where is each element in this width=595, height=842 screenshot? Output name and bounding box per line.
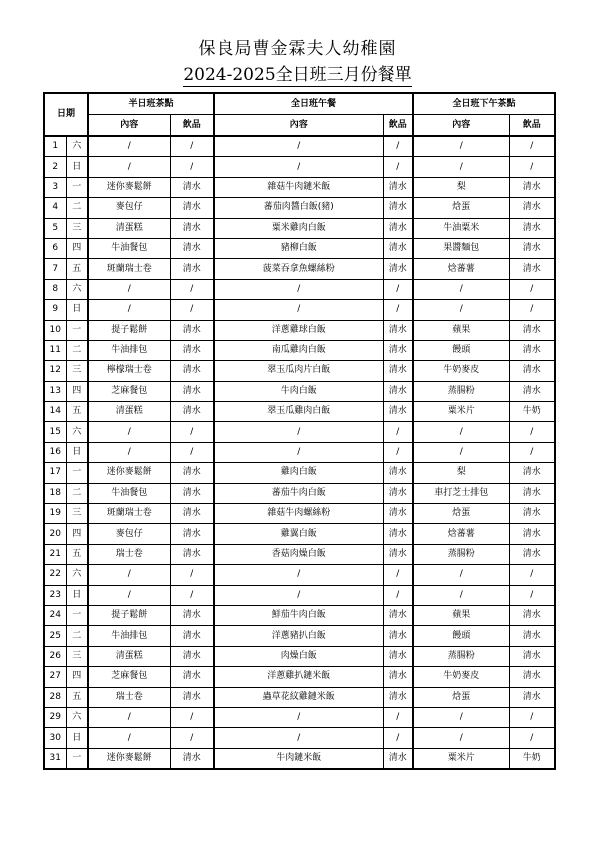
am-snack-cell: 牛油排包	[88, 626, 170, 646]
pm-snack-cell: 牛油粟米	[413, 218, 509, 238]
weekday-cell: 六	[66, 422, 88, 442]
weekday-cell: 一	[66, 748, 88, 769]
lunch-cell: /	[214, 422, 383, 442]
pm-snack-cell: 車打芝士排包	[413, 483, 509, 503]
am-snack-cell: 芝麻餐包	[88, 667, 170, 687]
table-row	[44, 361, 555, 381]
table-row	[44, 157, 555, 177]
lunch-drink-cell: /	[383, 300, 413, 320]
weekday-cell: 三	[66, 361, 88, 381]
day-cell: 16	[44, 442, 66, 462]
am-snack-cell: 牛油餐包	[88, 483, 170, 503]
pm-drink-cell: /	[509, 565, 555, 585]
day-cell: 1	[44, 136, 66, 157]
lunch-cell: 洋蔥雞扒鏈米飯	[214, 667, 383, 687]
pm-snack-cell: 蒸腸粉	[413, 381, 509, 401]
day-cell: 7	[44, 259, 66, 279]
pm-snack-cell: 粟米片	[413, 402, 509, 422]
weekday-cell: 日	[66, 300, 88, 320]
am-drink-cell: /	[170, 300, 214, 320]
am-drink-cell: 清水	[170, 361, 214, 381]
table-row	[44, 646, 555, 666]
pm-snack-cell: 焓蕃薯	[413, 259, 509, 279]
pm-snack-cell: 焓蛋	[413, 687, 509, 707]
header-am-drink: 飲品	[170, 115, 214, 137]
day-cell: 24	[44, 605, 66, 625]
lunch-cell: /	[214, 442, 383, 462]
weekday-cell: 五	[66, 544, 88, 564]
day-cell: 3	[44, 177, 66, 197]
am-drink-cell: 清水	[170, 177, 214, 197]
table-row	[44, 259, 555, 279]
lunch-drink-cell: 清水	[383, 218, 413, 238]
pm-drink-cell: 清水	[509, 504, 555, 524]
lunch-drink-cell: 清水	[383, 483, 413, 503]
pm-snack-cell: 蘋果	[413, 605, 509, 625]
pm-snack-cell: /	[413, 728, 509, 748]
lunch-drink-cell: /	[383, 565, 413, 585]
day-cell: 8	[44, 279, 66, 299]
table-row	[44, 381, 555, 401]
weekday-cell: 三	[66, 504, 88, 524]
lunch-cell: 鮮茄牛肉白飯	[214, 605, 383, 625]
am-drink-cell: /	[170, 442, 214, 462]
header-lunch-content: 內容	[214, 115, 383, 137]
pm-drink-cell: 清水	[509, 646, 555, 666]
am-snack-cell: 檸檬瑞士卷	[88, 361, 170, 381]
day-cell: 29	[44, 707, 66, 727]
day-cell: 12	[44, 361, 66, 381]
lunch-drink-cell: 清水	[383, 238, 413, 258]
lunch-drink-cell: 清水	[383, 504, 413, 524]
am-snack-cell: 芝麻餐包	[88, 381, 170, 401]
menu-title	[0, 60, 595, 85]
pm-drink-cell: /	[509, 279, 555, 299]
pm-snack-cell: /	[413, 422, 509, 442]
pm-drink-cell: /	[509, 707, 555, 727]
pm-snack-cell: /	[413, 442, 509, 462]
lunch-cell: 肉燥白飯	[214, 646, 383, 666]
pm-snack-cell: /	[413, 157, 509, 177]
pm-snack-cell: 蘋果	[413, 320, 509, 340]
menu-body	[44, 136, 555, 769]
weekday-cell: 四	[66, 667, 88, 687]
am-drink-cell: 清水	[170, 340, 214, 360]
pm-drink-cell: /	[509, 300, 555, 320]
lunch-drink-cell: 清水	[383, 646, 413, 666]
lunch-cell: /	[214, 585, 383, 605]
am-drink-cell: 清水	[170, 504, 214, 524]
am-drink-cell: 清水	[170, 320, 214, 340]
am-snack-cell: /	[88, 422, 170, 442]
pm-drink-cell: 清水	[509, 361, 555, 381]
lunch-cell: 牛肉鏈米飯	[214, 748, 383, 769]
day-cell: 28	[44, 687, 66, 707]
lunch-drink-cell: /	[383, 707, 413, 727]
pm-drink-cell: 清水	[509, 687, 555, 707]
pm-drink-cell: /	[509, 157, 555, 177]
table-row	[44, 177, 555, 197]
am-drink-cell: /	[170, 157, 214, 177]
pm-drink-cell: /	[509, 585, 555, 605]
am-drink-cell: 清水	[170, 402, 214, 422]
lunch-drink-cell: 清水	[383, 748, 413, 769]
day-cell: 19	[44, 504, 66, 524]
header-am-content: 內容	[88, 115, 170, 137]
pm-snack-cell: 梨	[413, 177, 509, 197]
pm-drink-cell: 清水	[509, 463, 555, 483]
am-drink-cell: 清水	[170, 483, 214, 503]
am-drink-cell: 清水	[170, 381, 214, 401]
lunch-drink-cell: 清水	[383, 340, 413, 360]
pm-drink-cell: 清水	[509, 320, 555, 340]
weekday-cell: 六	[66, 565, 88, 585]
header-pm-drink: 飲品	[509, 115, 555, 137]
weekday-cell: 四	[66, 524, 88, 544]
day-cell: 5	[44, 218, 66, 238]
weekday-cell: 六	[66, 136, 88, 157]
pm-drink-cell: 清水	[509, 238, 555, 258]
am-snack-cell: /	[88, 442, 170, 462]
table-row	[44, 707, 555, 727]
day-cell: 10	[44, 320, 66, 340]
weekday-cell: 四	[66, 381, 88, 401]
day-cell: 23	[44, 585, 66, 605]
am-snack-cell: 提子鬆餅	[88, 320, 170, 340]
weekday-cell: 日	[66, 157, 88, 177]
lunch-cell: /	[214, 707, 383, 727]
am-drink-cell: 清水	[170, 238, 214, 258]
lunch-drink-cell: /	[383, 136, 413, 157]
lunch-drink-cell: 清水	[383, 463, 413, 483]
pm-drink-cell: 清水	[509, 524, 555, 544]
lunch-drink-cell: 清水	[383, 198, 413, 218]
table-row	[44, 524, 555, 544]
lunch-cell: 雞肉白飯	[214, 463, 383, 483]
lunch-cell: 翠玉瓜肉片白飯	[214, 361, 383, 381]
day-cell: 2	[44, 157, 66, 177]
pm-drink-cell: 清水	[509, 340, 555, 360]
am-snack-cell: 斑蘭瑞士卷	[88, 259, 170, 279]
day-cell: 27	[44, 667, 66, 687]
day-cell: 6	[44, 238, 66, 258]
pm-snack-cell: 梨	[413, 463, 509, 483]
am-snack-cell: 提子鬆餅	[88, 605, 170, 625]
lunch-cell: 豬柳白飯	[214, 238, 383, 258]
lunch-drink-cell: /	[383, 728, 413, 748]
day-cell: 26	[44, 646, 66, 666]
lunch-drink-cell: 清水	[383, 320, 413, 340]
table-row	[44, 218, 555, 238]
lunch-drink-cell: 清水	[383, 402, 413, 422]
day-cell: 11	[44, 340, 66, 360]
pm-drink-cell: /	[509, 442, 555, 462]
am-snack-cell: 麥包仔	[88, 198, 170, 218]
table-row	[44, 483, 555, 503]
am-drink-cell: /	[170, 585, 214, 605]
am-snack-cell: 迷你麥鬆餅	[88, 177, 170, 197]
lunch-cell: 蟲草花紋雞鏈米飯	[214, 687, 383, 707]
day-cell: 25	[44, 626, 66, 646]
pm-snack-cell: 粟米片	[413, 748, 509, 769]
am-snack-cell: 迷你麥鬆餅	[88, 463, 170, 483]
lunch-drink-cell: /	[383, 585, 413, 605]
table-row	[44, 320, 555, 340]
table-row	[44, 463, 555, 483]
am-drink-cell: 清水	[170, 687, 214, 707]
am-drink-cell: 清水	[170, 524, 214, 544]
pm-snack-cell: /	[413, 136, 509, 157]
lunch-drink-cell: 清水	[383, 259, 413, 279]
pm-snack-cell: /	[413, 585, 509, 605]
am-snack-cell: 麥包仔	[88, 524, 170, 544]
day-cell: 14	[44, 402, 66, 422]
weekday-cell: 三	[66, 218, 88, 238]
day-cell: 18	[44, 483, 66, 503]
pm-drink-cell: /	[509, 136, 555, 157]
table-row	[44, 667, 555, 687]
am-snack-cell: /	[88, 279, 170, 299]
am-drink-cell: /	[170, 565, 214, 585]
lunch-cell: 蕃茄肉醬白飯(豬)	[214, 198, 383, 218]
pm-drink-cell: 清水	[509, 218, 555, 238]
weekday-cell: 日	[66, 442, 88, 462]
day-cell: 17	[44, 463, 66, 483]
pm-snack-cell: /	[413, 300, 509, 320]
lunch-drink-cell: /	[383, 442, 413, 462]
school-name: 保良局曹金霖夫人幼稚園	[198, 39, 397, 59]
am-snack-cell: 牛油餐包	[88, 238, 170, 258]
am-snack-cell: 瑞士卷	[88, 687, 170, 707]
am-snack-cell: /	[88, 585, 170, 605]
table-row	[44, 565, 555, 585]
menu-title-text: 2024-2025全日班三月份餐單	[183, 65, 412, 85]
table-row	[44, 687, 555, 707]
am-snack-cell: 斑蘭瑞士卷	[88, 504, 170, 524]
pm-snack-cell: 牛奶麥皮	[413, 361, 509, 381]
am-snack-cell: /	[88, 300, 170, 320]
pm-snack-cell: 果醬麵包	[413, 238, 509, 258]
day-cell: 13	[44, 381, 66, 401]
day-cell: 21	[44, 544, 66, 564]
pm-drink-cell: 清水	[509, 381, 555, 401]
day-cell: 22	[44, 565, 66, 585]
table-row	[44, 748, 555, 769]
header-pm-snack: 全日班下午茶點	[413, 93, 555, 115]
lunch-drink-cell: 清水	[383, 626, 413, 646]
weekday-cell: 二	[66, 626, 88, 646]
lunch-cell: 雜菇牛肉鏈米飯	[214, 177, 383, 197]
pm-drink-cell: 清水	[509, 177, 555, 197]
am-drink-cell: 清水	[170, 667, 214, 687]
lunch-cell: /	[214, 300, 383, 320]
pm-drink-cell: 清水	[509, 605, 555, 625]
pm-drink-cell: /	[509, 728, 555, 748]
pm-snack-cell: 牛奶麥皮	[413, 667, 509, 687]
pm-drink-cell: 牛奶	[509, 402, 555, 422]
am-snack-cell: 瑞士卷	[88, 544, 170, 564]
am-drink-cell: /	[170, 728, 214, 748]
am-drink-cell: 清水	[170, 463, 214, 483]
am-drink-cell: 清水	[170, 605, 214, 625]
am-drink-cell: /	[170, 707, 214, 727]
lunch-cell: 南瓜雞肉白飯	[214, 340, 383, 360]
pm-snack-cell: /	[413, 565, 509, 585]
weekday-cell: 日	[66, 585, 88, 605]
pm-snack-cell: /	[413, 279, 509, 299]
weekday-cell: 二	[66, 483, 88, 503]
header-lunch: 全日班午餐	[214, 93, 413, 115]
am-snack-cell: 清蛋糕	[88, 646, 170, 666]
weekday-cell: 二	[66, 198, 88, 218]
day-cell: 15	[44, 422, 66, 442]
lunch-cell: /	[214, 279, 383, 299]
am-snack-cell: 清蛋糕	[88, 402, 170, 422]
pm-snack-cell: 蒸腸粉	[413, 646, 509, 666]
header-pm-content: 內容	[413, 115, 509, 137]
day-cell: 9	[44, 300, 66, 320]
day-cell: 31	[44, 748, 66, 769]
table-row	[44, 605, 555, 625]
pm-drink-cell: /	[509, 422, 555, 442]
table-row	[44, 402, 555, 422]
lunch-cell: 洋蔥豬扒白飯	[214, 626, 383, 646]
lunch-cell: /	[214, 157, 383, 177]
pm-snack-cell: 焓蛋	[413, 198, 509, 218]
lunch-drink-cell: 清水	[383, 605, 413, 625]
lunch-cell: 翠玉瓜雞肉白飯	[214, 402, 383, 422]
lunch-cell: /	[214, 728, 383, 748]
am-drink-cell: /	[170, 422, 214, 442]
pm-drink-cell: 清水	[509, 626, 555, 646]
weekday-cell: 五	[66, 687, 88, 707]
lunch-cell: 牛肉白飯	[214, 381, 383, 401]
lunch-drink-cell: 清水	[383, 544, 413, 564]
am-drink-cell: 清水	[170, 626, 214, 646]
day-cell: 20	[44, 524, 66, 544]
header-date: 日期	[44, 93, 88, 136]
pm-drink-cell: 清水	[509, 259, 555, 279]
table-row	[44, 442, 555, 462]
weekday-cell: 一	[66, 177, 88, 197]
lunch-cell: 菠菜吞拿魚螺絲粉	[214, 259, 383, 279]
pm-snack-cell: 蒸腸粉	[413, 544, 509, 564]
weekday-cell: 四	[66, 238, 88, 258]
lunch-drink-cell: 清水	[383, 687, 413, 707]
table-row	[44, 504, 555, 524]
weekday-cell: 一	[66, 605, 88, 625]
weekday-cell: 一	[66, 320, 88, 340]
pm-snack-cell: 饅頭	[413, 340, 509, 360]
am-snack-cell: /	[88, 707, 170, 727]
am-snack-cell: 牛油排包	[88, 340, 170, 360]
lunch-drink-cell: 清水	[383, 381, 413, 401]
lunch-drink-cell: 清水	[383, 177, 413, 197]
lunch-drink-cell: /	[383, 279, 413, 299]
pm-drink-cell: 清水	[509, 198, 555, 218]
table-row	[44, 340, 555, 360]
am-snack-cell: /	[88, 728, 170, 748]
pm-snack-cell: /	[413, 707, 509, 727]
table-row	[44, 300, 555, 320]
lunch-drink-cell: 清水	[383, 667, 413, 687]
table-row	[44, 279, 555, 299]
table-row	[44, 626, 555, 646]
weekday-cell: 一	[66, 463, 88, 483]
table-row	[44, 198, 555, 218]
lunch-cell: 香菇肉燥白飯	[214, 544, 383, 564]
pm-drink-cell: 牛奶	[509, 748, 555, 769]
am-drink-cell: /	[170, 136, 214, 157]
table-row	[44, 585, 555, 605]
lunch-drink-cell: 清水	[383, 361, 413, 381]
weekday-cell: 六	[66, 707, 88, 727]
pm-drink-cell: 清水	[509, 483, 555, 503]
am-drink-cell: /	[170, 279, 214, 299]
lunch-cell: 蕃茄牛肉白飯	[214, 483, 383, 503]
lunch-cell: /	[214, 136, 383, 157]
lunch-cell: 雞翼白飯	[214, 524, 383, 544]
day-cell: 30	[44, 728, 66, 748]
weekday-cell: 日	[66, 728, 88, 748]
pm-snack-cell: 焓蕃薯	[413, 524, 509, 544]
day-cell: 4	[44, 198, 66, 218]
lunch-cell: /	[214, 565, 383, 585]
table-row	[44, 238, 555, 258]
pm-drink-cell: 清水	[509, 667, 555, 687]
header-lunch-drink: 飲品	[383, 115, 413, 137]
pm-snack-cell: 饅頭	[413, 626, 509, 646]
lunch-drink-cell: /	[383, 157, 413, 177]
pm-snack-cell: 焓蛋	[413, 504, 509, 524]
table-row	[44, 136, 555, 157]
am-drink-cell: 清水	[170, 198, 214, 218]
lunch-drink-cell: 清水	[383, 524, 413, 544]
weekday-cell: 五	[66, 402, 88, 422]
am-drink-cell: 清水	[170, 544, 214, 564]
lunch-cell: 粟米雞肉白飯	[214, 218, 383, 238]
am-drink-cell: 清水	[170, 748, 214, 769]
table-row	[44, 544, 555, 564]
table-row	[44, 422, 555, 442]
am-snack-cell: 迷你麥鬆餅	[88, 748, 170, 769]
am-drink-cell: 清水	[170, 646, 214, 666]
weekday-cell: 五	[66, 259, 88, 279]
table-row	[44, 728, 555, 748]
am-snack-cell: /	[88, 565, 170, 585]
weekday-cell: 三	[66, 646, 88, 666]
am-snack-cell: /	[88, 136, 170, 157]
lunch-cell: 洋蔥雞球白飯	[214, 320, 383, 340]
am-drink-cell: 清水	[170, 259, 214, 279]
header-am-snack: 半日班茶點	[88, 93, 214, 115]
lunch-drink-cell: /	[383, 422, 413, 442]
pm-drink-cell: 清水	[509, 544, 555, 564]
weekday-cell: 二	[66, 340, 88, 360]
am-snack-cell: 清蛋糕	[88, 218, 170, 238]
menu-table	[43, 92, 556, 770]
lunch-cell: 雜菇牛肉螺絲粉	[214, 504, 383, 524]
am-snack-cell: /	[88, 157, 170, 177]
weekday-cell: 六	[66, 279, 88, 299]
am-drink-cell: 清水	[170, 218, 214, 238]
